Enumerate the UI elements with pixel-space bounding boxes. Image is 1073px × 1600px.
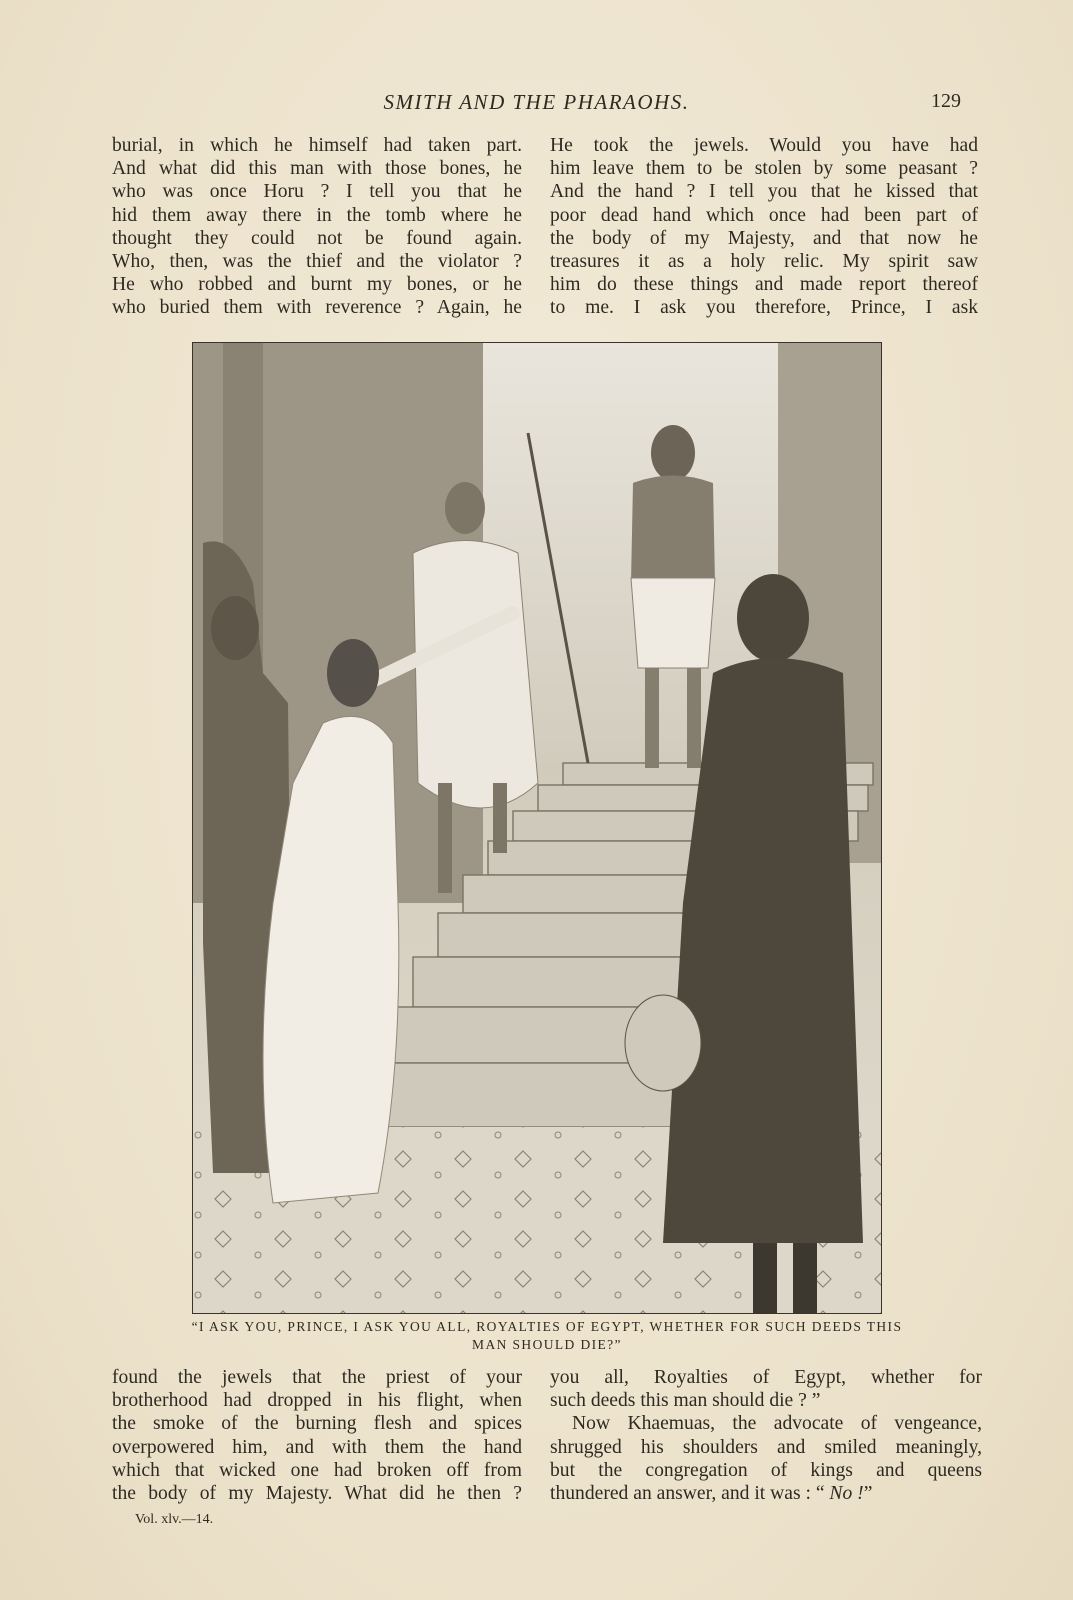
volume-signature: Vol. xlv.—14.: [135, 1512, 214, 1527]
illustration-caption: [112, 1318, 982, 1354]
text-line: such deeds this man should die ? ”: [550, 1390, 821, 1412]
text-line: He who robbed and burnt my bones, or he: [112, 274, 522, 296]
text-line: He took the jewels. Would you have had: [550, 135, 978, 156]
text-line: shrugged his shoulders and smiled meaningly,: [550, 1436, 982, 1458]
text-line: who buried them with reverence ? Again, he: [112, 297, 522, 319]
text-line: the body of my Majesty. What did he then ?: [112, 1482, 522, 1504]
running-title: SMITH AND THE PHARAOHS.: [383, 90, 690, 114]
column-left-bottom: [112, 1366, 522, 1505]
text-line: Who, then, was the thief and the violator ?: [112, 250, 522, 272]
text-line: And what did this man with those bones, he: [112, 158, 522, 180]
text-line: you all, Royalties of Egypt, whether for: [550, 1367, 982, 1388]
text-line: who was once Horu ? I tell you that he: [112, 181, 522, 203]
text-line: burial, in which he himself had taken part.: [112, 135, 522, 156]
caption-line: “I ASK YOU, PRINCE, I ASK YOU ALL, ROYALTIES OF EGYPT, WHETHER FOR SUCH DEEDS THIS: [191, 1319, 903, 1334]
closing-quote: ”: [863, 1482, 873, 1504]
column-right-top: [550, 134, 978, 320]
column-left-top: [112, 134, 522, 320]
text-line: overpowered him, and with them the hand: [112, 1436, 522, 1458]
text-line-final: [550, 1482, 982, 1505]
text-line: thought they could not be found again.: [112, 227, 522, 249]
text-line: brotherhood had dropped in his flight, when: [112, 1390, 522, 1412]
page-number: 129: [931, 90, 961, 112]
text-fragment: thundered an answer, and it was : “: [550, 1482, 830, 1504]
text-line: the smoke of the burning flesh and spices: [112, 1413, 522, 1435]
text-line: And the hand ? I tell you that he kissed that: [550, 181, 978, 203]
illustration: [192, 342, 882, 1314]
text-line: him do these things and made report thereof: [550, 274, 978, 296]
text-line: hid them away there in the tomb where he: [112, 204, 522, 226]
running-head: [0, 86, 1073, 118]
text-line: but the congregation of kings and queens: [550, 1459, 982, 1481]
text-line: him leave them to be stolen by some peasant ?: [550, 158, 978, 180]
column-right-bottom: [550, 1366, 982, 1505]
text-line: treasures it as a holy relic. My spirit saw: [550, 250, 978, 272]
illustration-artwork: [193, 343, 881, 1313]
text-line: to me. I ask you therefore, Prince, I ask: [550, 297, 978, 319]
emphasis-no: No !: [829, 1482, 864, 1504]
text-line: which that wicked one had broken off from: [112, 1459, 522, 1481]
text-line: Now Khaemuas, the advocate of vengeance,: [572, 1413, 982, 1435]
text-line: poor dead hand which once had been part of: [550, 204, 978, 226]
caption-line: MAN SHOULD DIE?”: [472, 1337, 622, 1352]
text-line: found the jewels that the priest of your: [112, 1367, 522, 1388]
text-line: the body of my Majesty, and that now he: [550, 227, 978, 249]
